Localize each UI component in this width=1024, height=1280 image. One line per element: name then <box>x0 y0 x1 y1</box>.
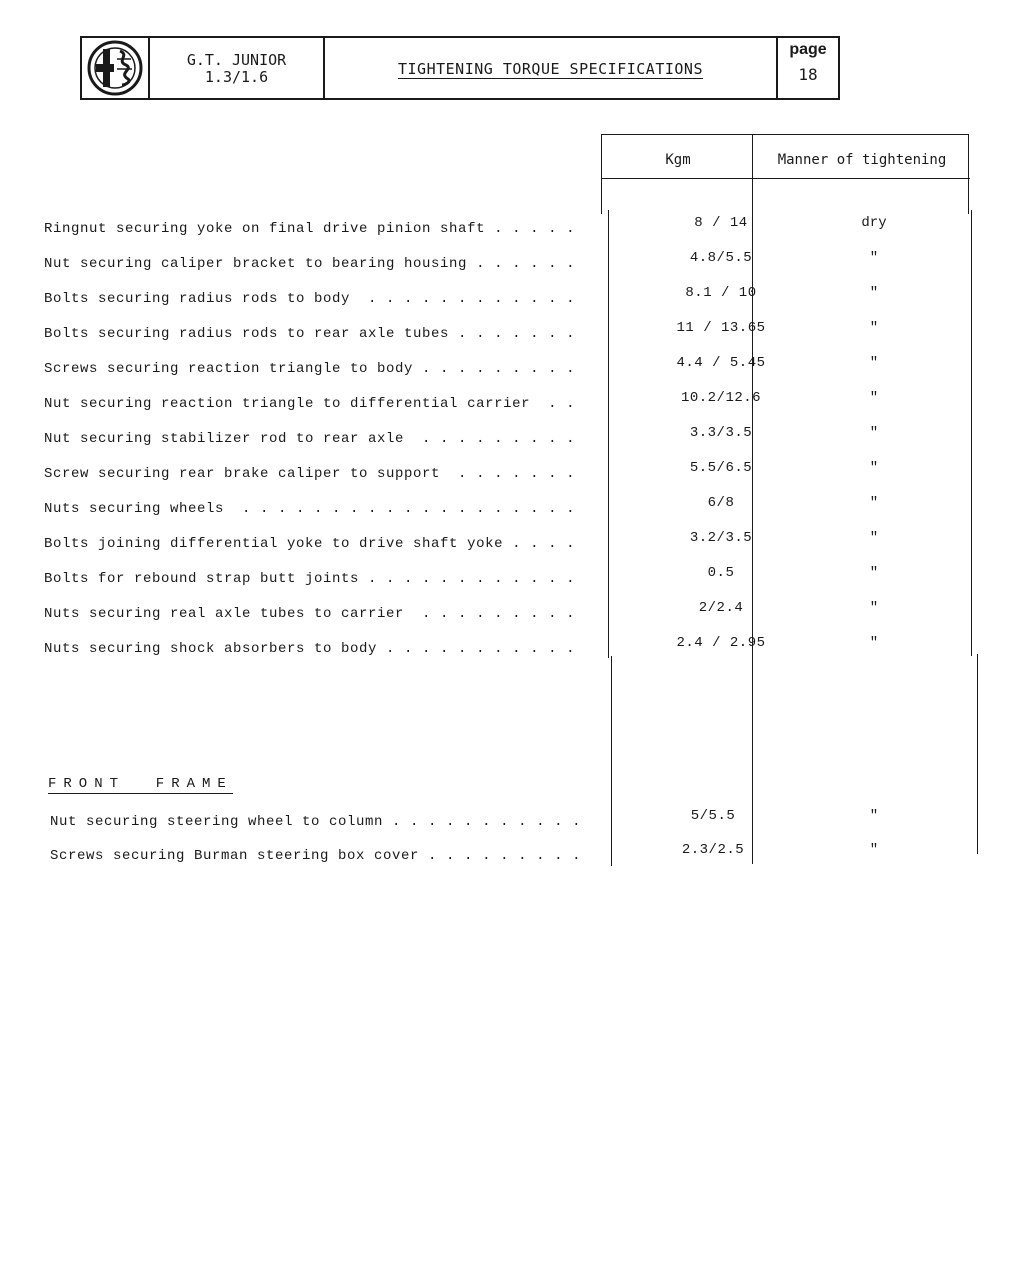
row-manner: " <box>869 600 879 616</box>
row-description: Nut securing caliper bracket to bearing housing . . . . . . <box>44 256 576 272</box>
row-description: Screws securing Burman steering box cover . . . . . . . . . <box>50 848 582 864</box>
row-manner: " <box>869 320 879 336</box>
row-description: Bolts securing radius rods to body . . . . . . . . . . . . <box>44 291 576 307</box>
table-row <box>44 495 1004 525</box>
row-manner: " <box>869 842 879 858</box>
model-cell <box>150 38 325 98</box>
page-cell <box>778 38 838 98</box>
row-kgm: 11 / 13.65 <box>676 320 766 336</box>
table-row <box>44 285 1004 315</box>
row-kgm: 2.3/2.5 <box>681 842 745 858</box>
row-description: Nut securing stabilizer rod to rear axle . . . . . . . . . <box>44 431 576 447</box>
table-row <box>44 215 1004 245</box>
title-cell <box>325 38 778 98</box>
row-kgm: 0.5 <box>707 565 735 581</box>
row-manner: " <box>869 530 879 546</box>
row-kgm: 5/5.5 <box>690 808 736 824</box>
row-manner: " <box>869 250 879 266</box>
row-kgm: 4.4 / 5.45 <box>676 355 766 371</box>
page-label: page <box>789 41 827 58</box>
row-manner: " <box>869 390 879 406</box>
row-kgm: 5.5/6.5 <box>689 460 753 476</box>
row-kgm: 8 / 14 <box>694 215 748 231</box>
row-kgm: 3.3/3.5 <box>689 425 753 441</box>
table-left-border-top <box>601 134 602 214</box>
row-description: Screws securing reaction triangle to body . . . . . . . . . <box>44 361 576 377</box>
row-description: Bolts joining differential yoke to drive shaft yoke . . . . <box>44 536 576 552</box>
row-description: Ringnut securing yoke on final drive pinion shaft . . . . . <box>44 221 576 237</box>
page-title: TIGHTENING TORQUE SPECIFICATIONS <box>398 60 703 78</box>
row-manner: " <box>869 495 879 511</box>
row-description: Nuts securing real axle tubes to carrier . . . . . . . . . <box>44 606 576 622</box>
row-kgm: 2.4 / 2.95 <box>676 635 766 651</box>
row-kgm: 2/2.4 <box>698 600 744 616</box>
column-header-manner: Manner of tightening <box>777 152 947 168</box>
table-row <box>44 320 1004 350</box>
row-manner: " <box>869 355 879 371</box>
table-row <box>44 425 1004 455</box>
row-manner: " <box>869 635 879 651</box>
row-description: Bolts securing radius rods to rear axle tubes . . . . . . . <box>44 326 576 342</box>
table-row <box>44 530 1004 560</box>
column-header-kgm: Kgm <box>665 152 691 168</box>
table-row <box>50 842 1010 872</box>
row-manner: " <box>869 425 879 441</box>
row-kgm: 6/8 <box>707 495 735 511</box>
model-name: G.T. JUNIOR <box>186 51 287 69</box>
table-header-divider <box>602 178 970 179</box>
row-manner: " <box>869 565 879 581</box>
table-right-border-top <box>968 134 969 214</box>
row-description: Nut securing steering wheel to column . . . . . . . . . . . <box>50 814 582 830</box>
page-number: 18 <box>798 65 818 84</box>
row-manner: " <box>869 460 879 476</box>
table-row <box>44 390 1004 420</box>
table-top-border <box>602 134 968 135</box>
row-description: Bolts for rebound strap butt joints . . . . . . . . . . . . <box>44 571 576 587</box>
row-description: Screw securing rear brake caliper to support . . . . . . . <box>44 466 576 482</box>
table-row <box>44 565 1004 595</box>
model-displacement: 1.3/1.6 <box>204 68 269 86</box>
table-row <box>44 250 1004 280</box>
row-kgm: 10.2/12.6 <box>680 390 762 406</box>
row-kgm: 3.2/3.5 <box>689 530 753 546</box>
row-manner: " <box>869 285 879 301</box>
alfa-romeo-logo-icon <box>86 39 144 97</box>
table-row <box>44 355 1004 385</box>
row-description: Nut securing reaction triangle to differential carrier . . <box>44 396 576 412</box>
row-manner: " <box>869 808 879 824</box>
table-row <box>44 635 1004 665</box>
table-row <box>50 808 1010 838</box>
row-description: Nuts securing shock absorbers to body . . . . . . . . . . . <box>44 641 576 657</box>
page-header <box>80 36 840 100</box>
row-kgm: 4.8/5.5 <box>689 250 753 266</box>
logo-cell <box>82 38 150 98</box>
section-title-front-frame: FRONT FRAME <box>48 776 233 792</box>
row-kgm: 8.1 / 10 <box>685 285 757 301</box>
table-row <box>44 600 1004 630</box>
table-row <box>44 460 1004 490</box>
row-manner: dry <box>861 215 887 231</box>
row-description: Nuts securing wheels . . . . . . . . . . . . . . . . . . . <box>44 501 576 517</box>
